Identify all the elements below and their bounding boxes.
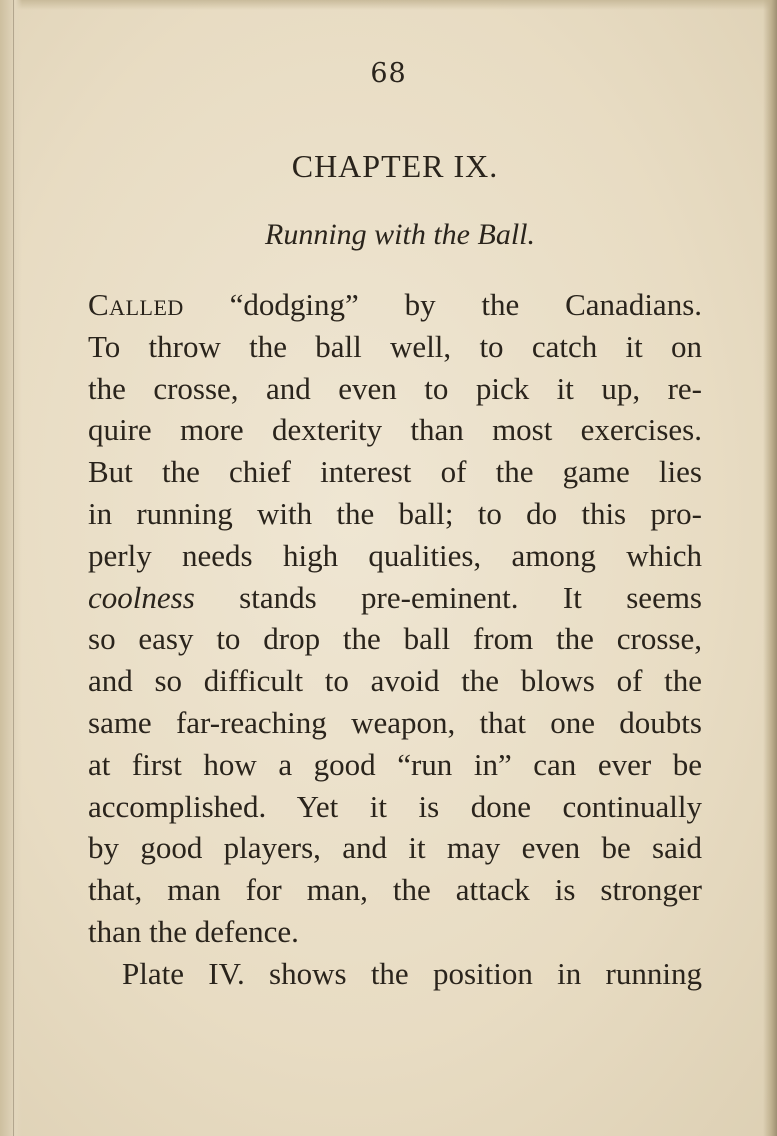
text-line: by good players, and it may even be said [88,830,702,866]
opening-word: Called [88,287,184,322]
text-line: the crosse, and even to pick it up, re- [88,370,702,406]
text-line [88,284,702,326]
chapter-title: CHAPTER IX. [291,148,499,184]
paragraph-last-line: than the defence. [88,913,299,949]
text-line: in running with the ball; to do this pro- [88,495,702,531]
text-line: To throw the ball well, to catch it on [88,328,702,364]
text-line: same far-reaching weapon, that one doubts [88,704,702,740]
page-number: 68 [370,58,407,89]
text-line: at first how a good “run in” can ever be [88,746,702,782]
text-line: But the chief interest of the game lies [88,454,702,490]
text-line-rest: stands pre-eminent. It seems [239,579,703,615]
italic-word: coolness [88,579,195,615]
text-line-rest: “dodging” by the Canadians. [229,287,703,322]
body-text [88,284,702,995]
text-line: and so difficult to avoid the blows of the [88,663,702,699]
paragraph2-first-line: Plate IV. shows the position in running [122,955,702,991]
text-line: so easy to drop the ball from the crosse, [88,621,702,657]
text-line [88,577,702,619]
section-title: Running with the Ball. [265,218,535,251]
text-line: perly needs high qualities, among which [88,537,702,573]
text-line: that, man for man, the attack is stronger [88,872,702,908]
page-top-edge [0,0,777,10]
text-line: quire more dexterity than most exercises. [88,412,702,448]
text-line: accomplished. Yet it is done continually [88,788,702,824]
